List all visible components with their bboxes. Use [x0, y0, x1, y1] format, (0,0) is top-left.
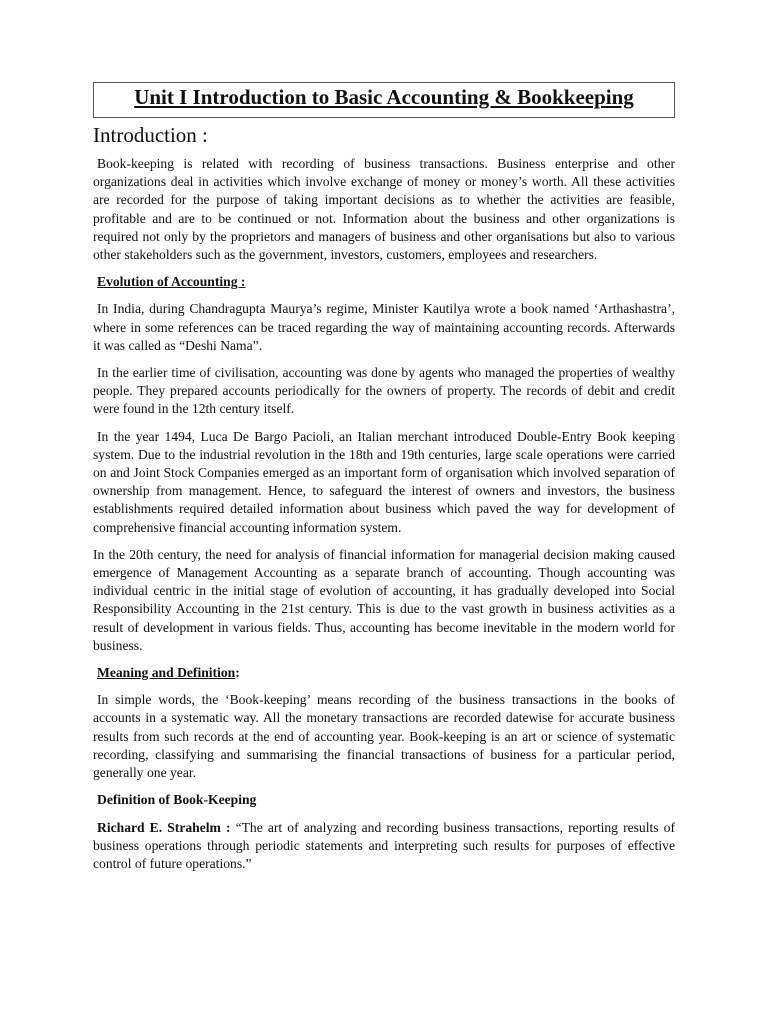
document-page: [93, 82, 675, 873]
introduction-paragraph: Book-keeping is related with recording of business transactions. Business enterprise and other organizations deal in activities which involve exchange of money or money’s worth. All these activities are recorded for the purpose of taking important decisions as to whether the activities are feasible, profitable and are to be continued or not. Information about the business and other organizations is required not only by the proprietors and managers of business and other organisations but also to various other stakeholders such as the government, investors, customers, employees and researchers.: [93, 156, 675, 263]
meaning-heading-colon: :: [235, 665, 240, 681]
evolution-paragraph-3: In the year 1494, Luca De Bargo Pacioli, an Italian merchant introduced Double-Entry Book keeping system. Due to the industrial revolution in the 18th and 19th centuries, large scale operations were carried on and Joint Stock Companies emerged as an important form of organisation which involved separation of ownership from management. Hence, to safeguard the interest of owners and investors, the business establishments required detailed information about business which paved the way for development of comprehensive financial accounting information system.: [93, 428, 675, 535]
title-box: [93, 82, 675, 118]
meaning-paragraph: In simple words, the ‘Book-keeping’ means recording of the business transactions in the books of accounts in a systematic way. All the monetary transactions are recorded datewise for accurate business results from such records at the end of accounting year. Book-keeping is an art or science of systematic recording, classifying and summarising the financial transactions of business for a particular period, generally one year.: [93, 692, 675, 781]
evolution-heading: Evolution of Accounting :: [97, 274, 246, 290]
definition-paragraph: [93, 819, 675, 874]
meaning-heading-text: Meaning and Definition: [97, 665, 236, 681]
definition-author: Richard E. Strahelm :: [97, 819, 231, 835]
evolution-paragraph-4: In the 20th century, the need for analysis of financial information for managerial decision making caused emergence of Management Accounting as a separate branch of accounting. Though accounting was individual centric in the initial stage of evolution of accounting, it has gradually developed into Social Responsibility Accounting in the 21st century. This is due to the vast growth in business activities as a result of development in various fields. Thus, accounting has become inevitable in the modern world for business.: [93, 546, 675, 653]
definition-quote: “The art of analyzing and recording business transactions, reporting results of business operations through periodic statements and interpreting such results for purposes of effective control of future operations.”: [93, 819, 675, 871]
document-title: Unit I Introduction to Basic Accounting & Bookkeeping: [134, 85, 634, 109]
meaning-heading: [93, 664, 675, 682]
evolution-paragraph-1: In India, during Chandragupta Maurya’s regime, Minister Kautilya wrote a book named ‘Arthashastra’, where in some references can be traced regarding the way of maintaining accounting records. Afterwards it was called as “Deshi Nama”.: [93, 301, 675, 353]
evolution-paragraph-2: In the earlier time of civilisation, accounting was done by agents who managed the properties of wealthy people. They prepared accounts periodically for the owners of property. The records of debit and credit were found in the 12th century itself.: [93, 365, 675, 417]
introduction-heading: Introduction :: [93, 123, 208, 147]
definition-heading: Definition of Book-Keeping: [97, 792, 257, 808]
